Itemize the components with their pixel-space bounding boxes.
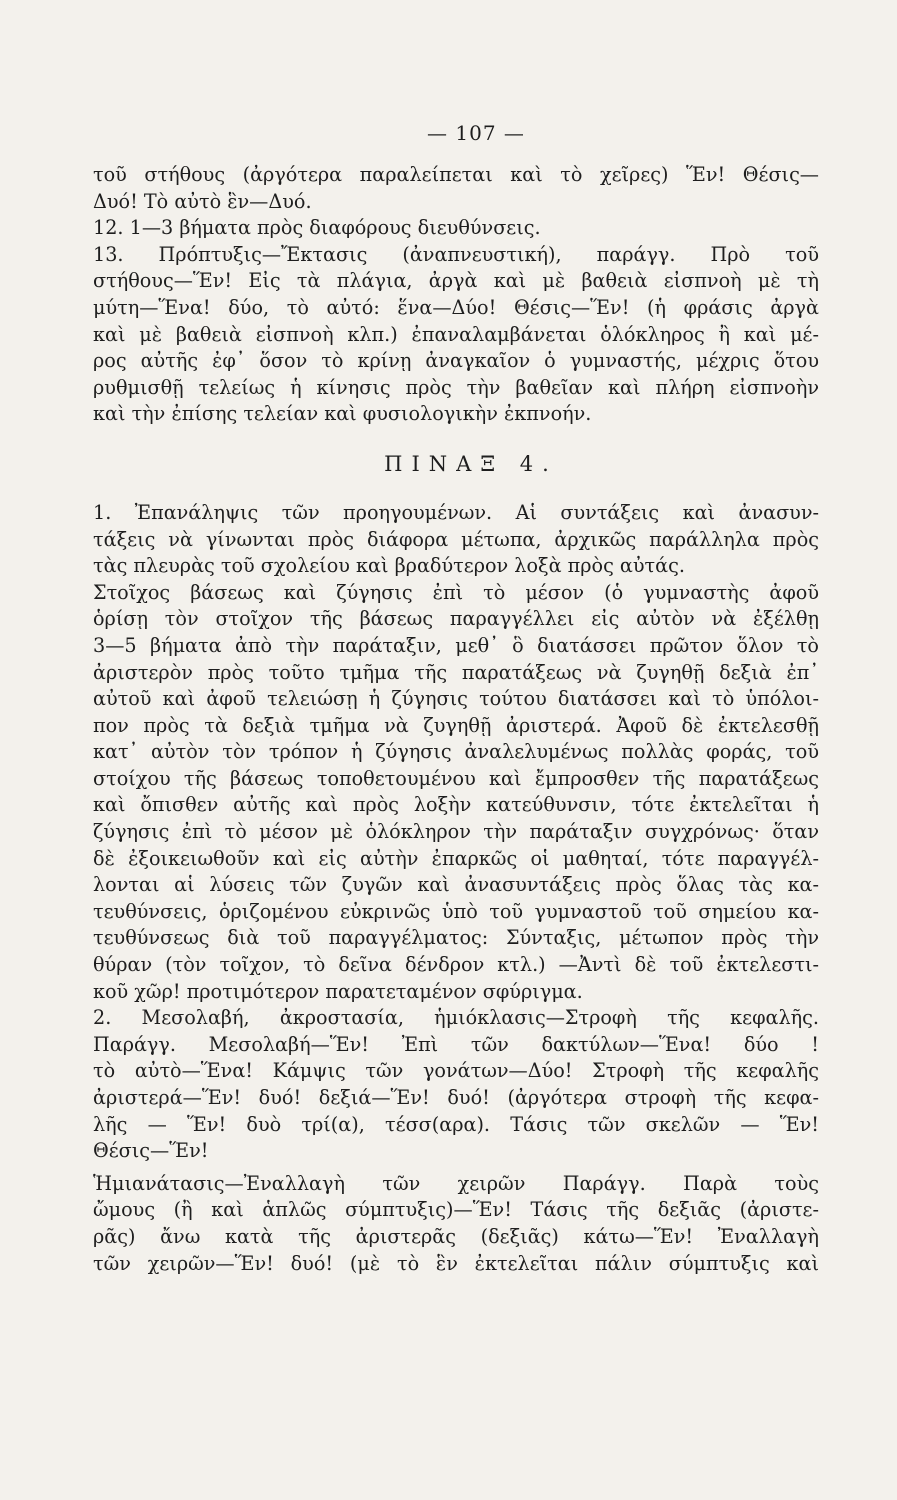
text-line: λῆς — Ἕν! δυὸ τρί(α), τέσσ(αρα). Τάσις τῶν σκελῶν — Ἕν! (93, 1112, 819, 1136)
paragraph-block-4 (93, 1005, 819, 1032)
text-line: 12. 1—3 βήματα πρὸς διαφόρους διευθύνσεις. (93, 216, 541, 240)
text-line: τάξεις νὰ γίνωνται πρὸς διάφορα μέτωπα, ἀρχικῶς παράλληλα πρὸς (93, 527, 819, 551)
text-line: 13. Πρόπτυξις—Ἔκτασις (ἀναπνευστική), παράγγ. Πρὸ τοῦ (93, 242, 819, 266)
text-line: ὤμους (ἢ καὶ ἁπλῶς σύμπτυξις)—Ἕν! Τάσις τῆς δεξιᾶς (ἀριστε- (93, 1198, 819, 1222)
text-line: ζύγησις ἐπὶ τὸ μέσον μὲ ὁλόκληρον τὴν παράταξιν συγχρόνως· ὅταν (93, 820, 819, 844)
page-number: — 107 — (427, 121, 525, 145)
text-line: καὶ μὲ βαθειὰ εἰσπνοὴ κλπ.) ἐπαναλαμβάνεται ὁλόκληρος ἢ καὶ μέ- (93, 322, 819, 346)
paragraph-block-5 (93, 1032, 819, 1165)
text-line: τοῦ στήθους (ἀργότερα παραλείπεται καὶ τὸ χεῖρες) Ἕν! Θέσις— (93, 163, 819, 186)
text-line: 3—5 βήματα ἀπὸ τὴν παράταξιν, μεθ᾽ ὃ διατάσσει πρῶτον ὅλον τὸ (93, 633, 819, 657)
text-line: πον πρὸς τὰ δεξιὰ τμῆμα νὰ ζυγηθῇ ἀριστερά. Ἀφοῦ δὲ ἐκτελεσθῇ (93, 713, 819, 737)
text-line: στήθους—Ἕν! Εἰς τὰ πλάγια, ἀργὰ καὶ μὲ βαθειὰ εἰσπνοὴ μὲ τὴ (93, 269, 819, 293)
text-line: κοῦ χῶρ! προτιμότερον παρατεταμένον σφύριγμα. (93, 979, 583, 1003)
text-line: Παράγγ. Μεσολαβή—Ἕν! Ἐπὶ τῶν δακτύλων—Ἕνα! δύο ! (93, 1032, 819, 1056)
paragraph-block-6 (93, 1171, 819, 1277)
text-line: ὁρίσῃ τὸν στοῖχον τῆς βάσεως παραγγέλλει εἰς αὐτὸν νὰ ἐξέλθῃ (93, 607, 819, 631)
text-line: 2. Μεσολαβή, ἀκροστασία, ἡμιόκλασις—Στροφὴ τῆς κεφαλῆς. (93, 1006, 819, 1030)
text-line: λονται αἱ λύσεις τῶν ζυγῶν καὶ ἀνασυντάξεις πρὸς ὅλας τὰς κα- (93, 873, 819, 897)
text-line: τευθύνσεις, ὁριζομένου εὐκρινῶς ὑπὸ τοῦ γυμναστοῦ τοῦ σημείου κα- (93, 899, 819, 923)
text-line: ἀριστερὸν πρὸς τοῦτο τμῆμα τῆς παρατάξεως νὰ ζυγηθῇ δεξιὰ ἐπ᾽ (93, 660, 819, 684)
text-line: καὶ τὴν ἐπίσης τελείαν καὶ φυσιολογικὴν ἐκπνοήν. (93, 402, 592, 426)
text-line: αὐτοῦ καὶ ἀφοῦ τελειώσῃ ἡ ζύγησις τούτου διατάσσει καὶ τὸ ὑπόλοι- (93, 687, 819, 711)
text-line: κατ᾽ αὐτὸν τὸν τρόπον ἡ ζύγησις ἀναλελυμένως πολλὰς φοράς, τοῦ (93, 740, 819, 764)
text-line: θύραν (τὸν τοῖχον, τὸ δεῖνα δένδρον κτλ.) —Ἀντὶ δὲ τοῦ ἐκτελεστι- (93, 953, 819, 977)
text-line: 1. Ἐπανάληψις τῶν προηγουμένων. Αἱ συντάξεις καὶ ἀνασυν- (93, 500, 819, 524)
text-line: Στοῖχος βάσεως καὶ ζύγησις ἐπὶ τὸ μέσον (ὁ γυμναστὴς ἀφοῦ (93, 580, 819, 604)
text-line: Δυό! Τὸ αὐτὸ ἓν—Δυό. (93, 189, 312, 213)
text-line: Ἡμιανάτασις—Ἐναλλαγὴ τῶν χειρῶν Παράγγ. Παρὰ τοὺς (93, 1171, 819, 1195)
paragraph-block-2 (93, 500, 819, 580)
text-line: τῶν χειρῶν—Ἕν! δυό! (μὲ τὸ ἓν ἐκτελεῖται πάλιν σύμπτυξις καὶ (93, 1251, 819, 1275)
text-line: ἀριστερά—Ἕν! δυό! δεξιά—Ἕν! δυό! (ἀργότερα στροφὴ τῆς κεφα- (93, 1086, 819, 1109)
text-line: τὰς πλευρὰς τοῦ σχολείου καὶ βραδύτερον λοξὰ πρὸς αὐτάς. (93, 554, 685, 578)
text-line: καὶ ὄπισθεν αὐτῆς καὶ πρὸς λοξὴν κατεύθυνσιν, τότε ἐκτελεῖται ἡ (93, 793, 819, 817)
paragraph-block-1 (93, 162, 819, 428)
section-heading: ΠΙΝΑΞ 4. (384, 451, 558, 476)
paragraph-block-3 (93, 580, 819, 1006)
text-line: ρος αὐτῆς ἐφ᾽ ὅσον τὸ κρίνῃ ἀναγκαῖον ὁ γυμναστής, μέχρις ὅτου (93, 349, 819, 373)
text-line: στοίχου τῆς βάσεως τοποθετουμένου καὶ ἔμπροσθεν τῆς παρατάξεως (93, 766, 819, 790)
text-line: δὲ ἐξοικειωθοῦν καὶ εἰς αὐτὴν ἐπαρκῶς οἱ μαθηταί, τότε παραγγέλ- (93, 846, 819, 870)
text-line: ρᾶς) ἄνω κατὰ τῆς ἀριστερᾶς (δεξιᾶς) κάτω—Ἕν! Ἐναλλαγὴ (93, 1224, 819, 1248)
text-line: τὸ αὐτὸ—Ἕνα! Κάμψις τῶν γονάτων—Δύο! Στροφὴ τῆς κεφαλῆς (93, 1059, 819, 1083)
text-line: μύτη—Ἕνα! δύο, τὸ αὐτό: ἕνα—Δύο! Θέσις—Ἕν! (ἡ φράσις ἀργὰ (93, 295, 819, 319)
text-line: τευθύνσεως διὰ τοῦ παραγγέλματος: Σύνταξις, μέτωπον πρὸς τὴν (93, 926, 819, 950)
text-line: Θέσις—Ἕν! (93, 1139, 209, 1163)
text-line: ρυθμισθῇ τελείως ἡ κίνησις πρὸς τὴν βαθεῖαν καὶ πλήρη εἰσπνοὴν (93, 375, 819, 399)
